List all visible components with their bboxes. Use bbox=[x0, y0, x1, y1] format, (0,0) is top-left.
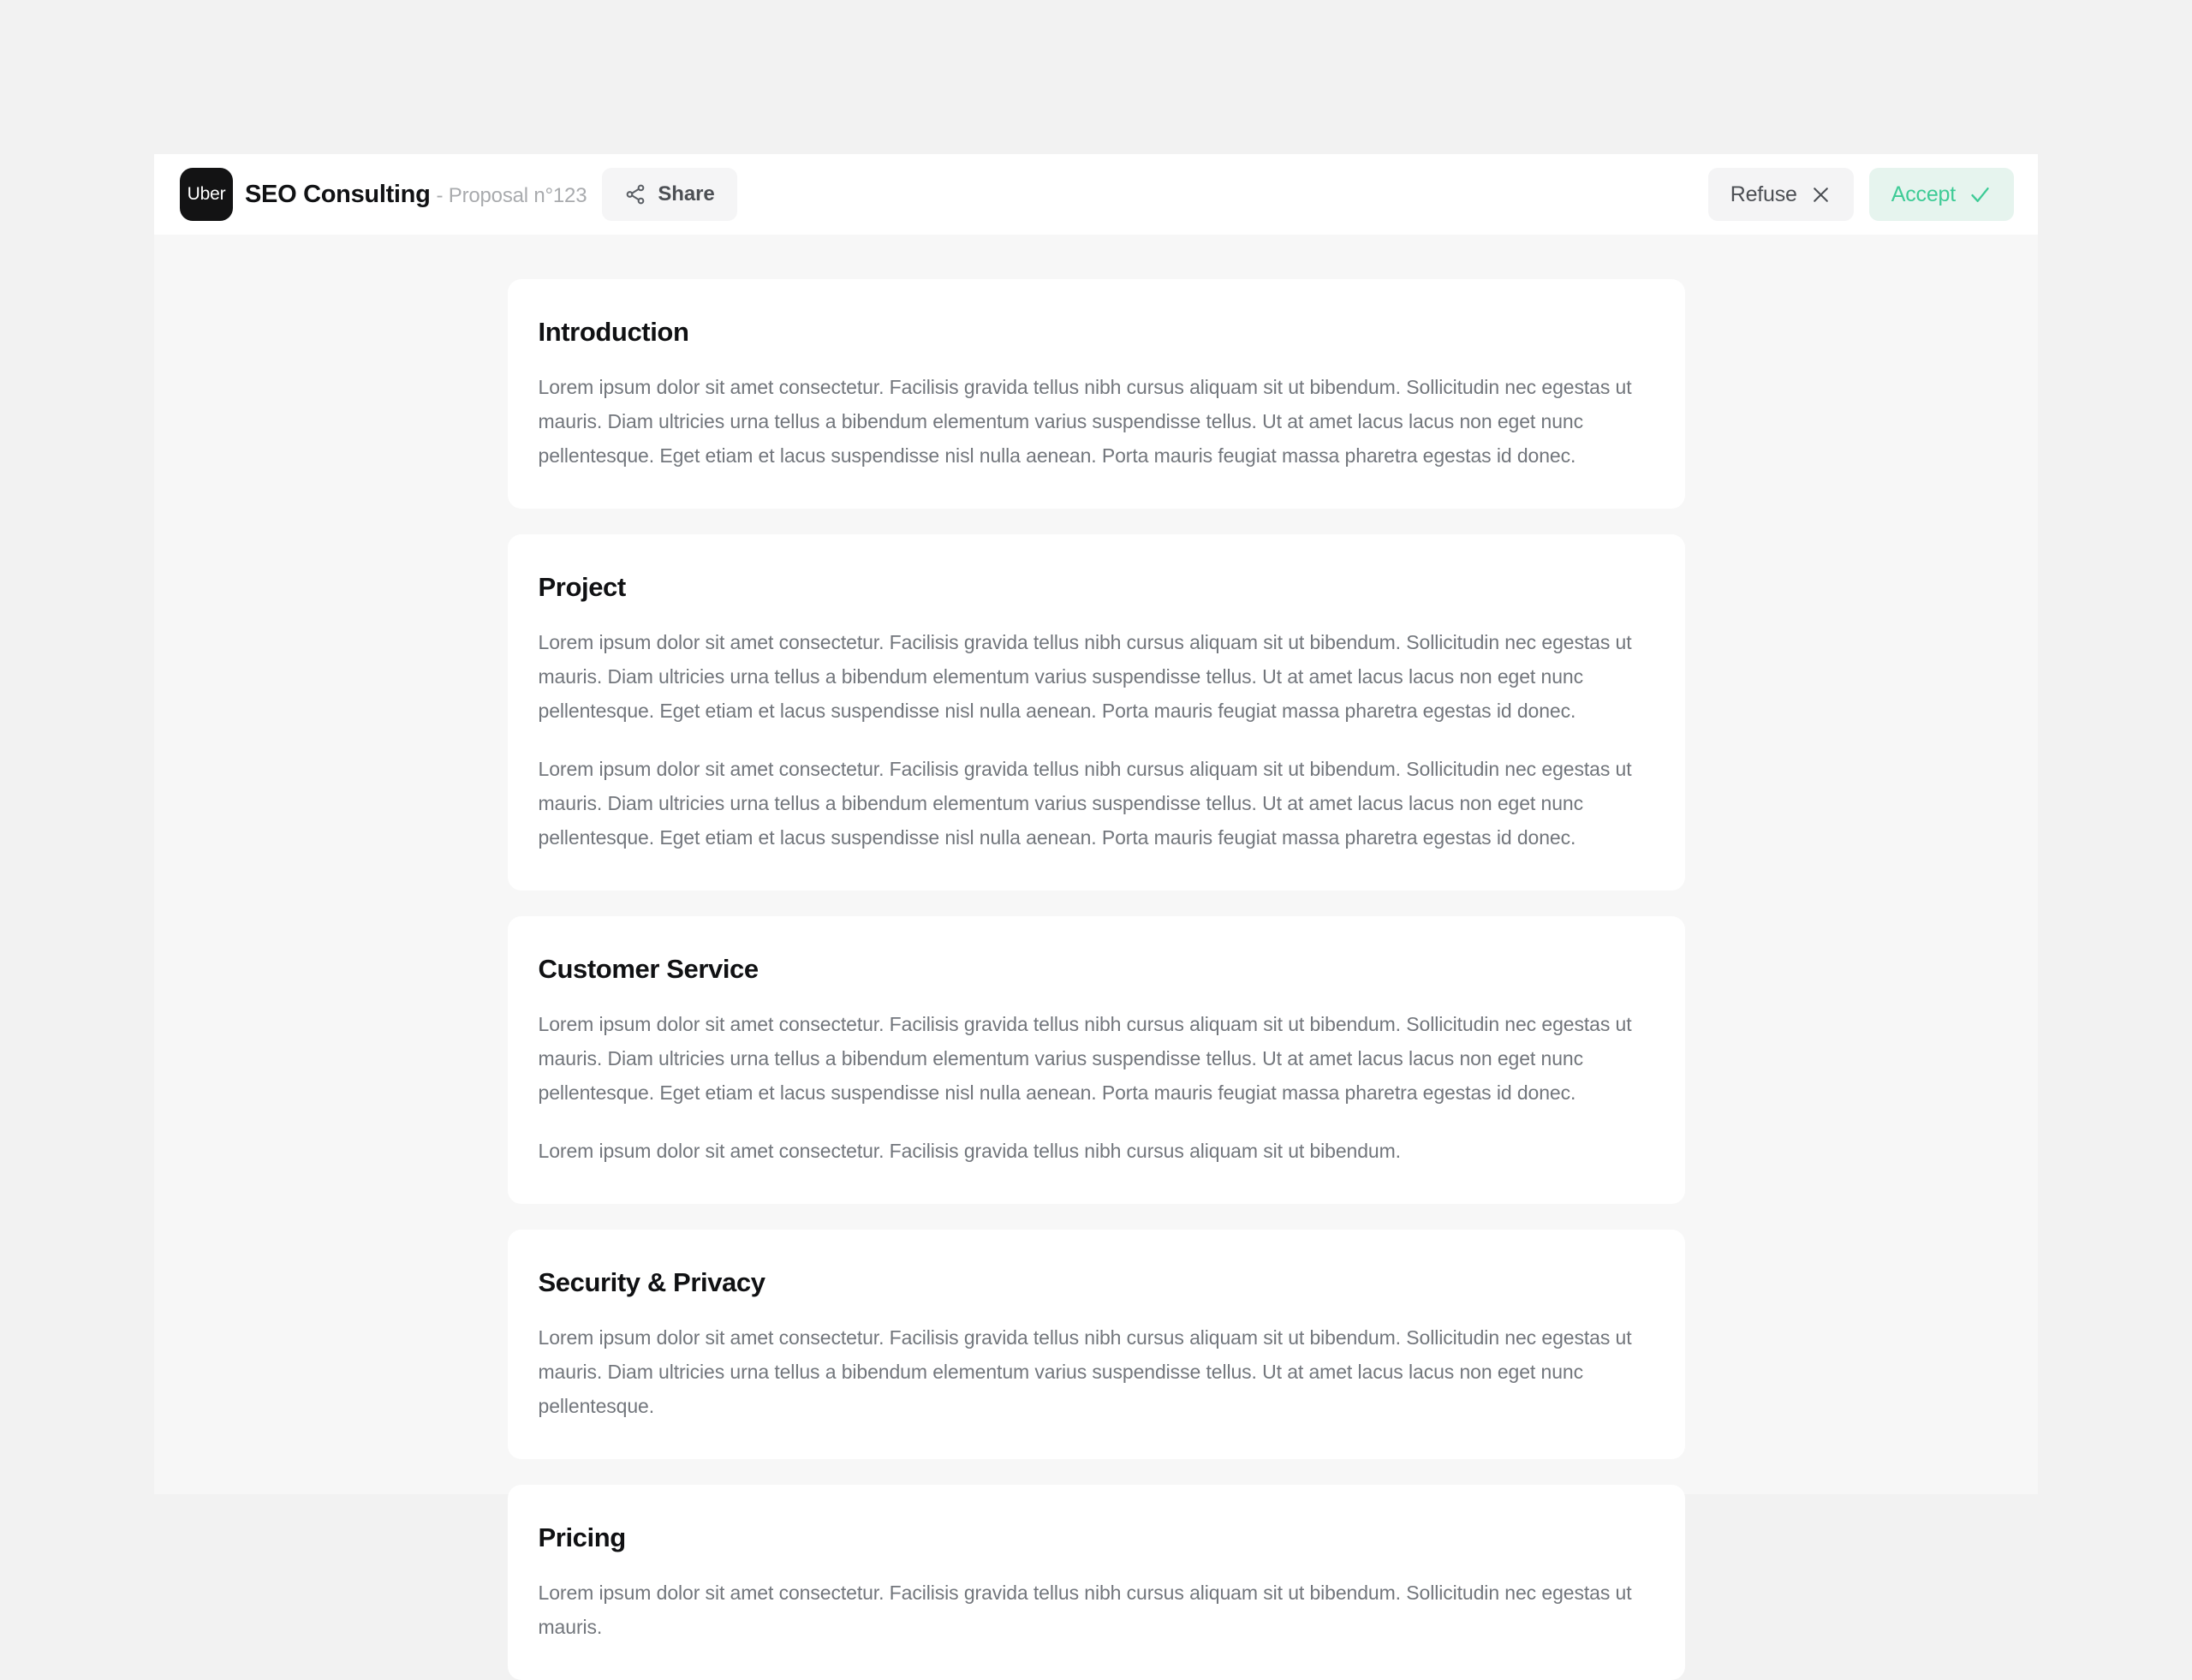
accept-button[interactable] bbox=[1869, 168, 2014, 221]
share-button-label: Share bbox=[658, 182, 715, 206]
section-card-customer-service bbox=[508, 916, 1685, 1204]
uber-logo-badge bbox=[180, 168, 233, 221]
section-paragraph: Lorem ipsum dolor sit amet consectetur. Facilisis gravida tellus nibh cursus aliquam sit ut bibendum. Sollicitudin nec egestas ut mauris. Diam ultricies urna tellus a bibendum elementum varius suspendisse tellus. Ut at amet lacus lacus non eget nunc pellentesque. Eget etiam et lacus suspendisse nisl nulla aenean. Porta mauris feugiat massa pharetra egestas id donec. bbox=[538, 1013, 1632, 1104]
brand-group bbox=[180, 168, 587, 221]
section-heading: Pricing bbox=[538, 1522, 626, 1552]
section-heading: Customer Service bbox=[538, 954, 759, 984]
page-title: SEO Consulting bbox=[245, 180, 431, 208]
section-paragraph: Lorem ipsum dolor sit amet consectetur. Facilisis gravida tellus nibh cursus aliquam sit ut bibendum. Sollicitudin nec egestas ut mauris. Diam ultricies urna tellus a bibendum elementum varius suspendisse tellus. Ut at amet lacus lacus non eget nunc pellentesque. Eget etiam et lacus suspendisse nisl nulla aenean. Porta mauris feugiat massa pharetra egestas id donec. bbox=[538, 758, 1632, 849]
refuse-button[interactable] bbox=[1708, 168, 1854, 221]
document-column bbox=[508, 235, 1685, 1680]
close-icon bbox=[1810, 184, 1832, 206]
uber-logo-text: Uber bbox=[187, 184, 226, 204]
section-card-pricing bbox=[508, 1485, 1685, 1680]
share-icon bbox=[624, 183, 646, 206]
section-card-project bbox=[508, 534, 1685, 891]
app-window bbox=[154, 154, 2038, 1638]
section-paragraph: Lorem ipsum dolor sit amet consectetur. Facilisis gravida tellus nibh cursus aliquam sit ut bibendum. Sollicitudin nec egestas ut mauris. bbox=[538, 1582, 1632, 1638]
section-paragraph: Lorem ipsum dolor sit amet consectetur. Facilisis gravida tellus nibh cursus aliquam sit ut bibendum. Sollicitudin nec egestas ut mauris. Diam ultricies urna tellus a bibendum elementum varius suspendisse tellus. Ut at amet lacus lacus non eget nunc pellentesque. Eget etiam et lacus suspendisse nisl nulla aenean. Porta mauris feugiat massa pharetra egestas id donec. bbox=[538, 631, 1632, 722]
topbar bbox=[154, 154, 2038, 235]
document-title-group bbox=[245, 181, 587, 209]
accept-button-label: Accept bbox=[1891, 182, 1956, 206]
section-heading: Security & Privacy bbox=[538, 1267, 765, 1297]
check-icon bbox=[1969, 183, 1992, 206]
section-paragraph: Lorem ipsum dolor sit amet consectetur. Facilisis gravida tellus nibh cursus aliquam sit ut bibendum. Sollicitudin nec egestas ut mauris. Diam ultricies urna tellus a bibendum elementum varius suspendisse tellus. Ut at amet lacus lacus non eget nunc pellentesque. bbox=[538, 1326, 1632, 1417]
section-paragraph: Lorem ipsum dolor sit amet consectetur. Facilisis gravida tellus nibh cursus aliquam sit ut bibendum. Sollicitudin nec egestas ut mauris. Diam ultricies urna tellus a bibendum elementum varius suspendisse tellus. Ut at amet lacus lacus non eget nunc pellentesque. Eget etiam et lacus suspendisse nisl nulla aenean. Porta mauris feugiat massa pharetra egestas id donec. bbox=[538, 376, 1632, 467]
document-scroll-area[interactable] bbox=[154, 235, 2038, 1638]
section-heading: Introduction bbox=[538, 317, 689, 347]
section-heading: Project bbox=[538, 572, 626, 602]
topbar-actions bbox=[1708, 168, 2014, 221]
proposal-number: - Proposal n°123 bbox=[436, 183, 587, 207]
section-paragraph: Lorem ipsum dolor sit amet consectetur. Facilisis gravida tellus nibh cursus aliquam sit ut bibendum. bbox=[538, 1140, 1401, 1162]
share-button[interactable] bbox=[602, 168, 736, 221]
section-card-security-privacy bbox=[508, 1230, 1685, 1459]
refuse-button-label: Refuse bbox=[1730, 182, 1797, 206]
section-card-introduction bbox=[508, 279, 1685, 509]
